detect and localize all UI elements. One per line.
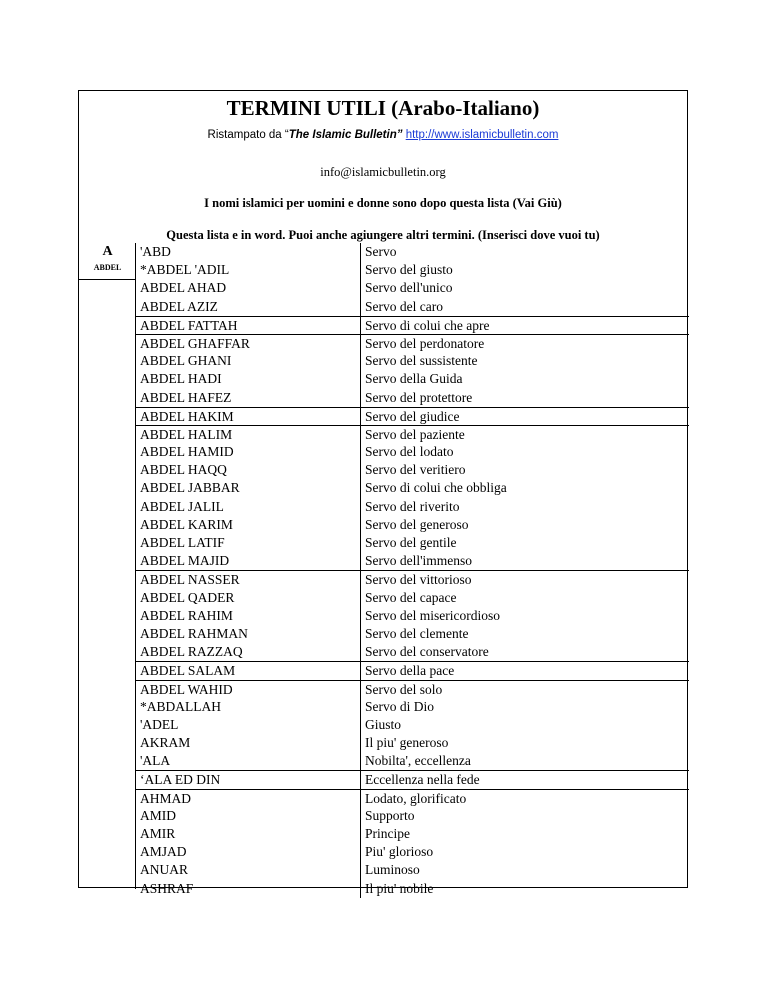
table-row xyxy=(136,298,689,316)
table-row xyxy=(136,461,689,479)
arabic-term: ABDEL RAZZAQ xyxy=(140,644,243,660)
table-row xyxy=(136,843,689,861)
italian-meaning: Servo xyxy=(360,243,689,261)
contact-email: info@islamicbulletin.org xyxy=(320,165,446,179)
arabic-term: ABDEL FATTAH xyxy=(140,317,238,333)
table-row xyxy=(136,607,689,625)
italian-meaning: Servo di Dio xyxy=(360,698,689,716)
italian-meaning: Nobilta', eccellenza xyxy=(360,752,689,770)
arabic-term: ABDEL KARIM xyxy=(140,516,233,532)
section-letter: A xyxy=(102,244,113,259)
table-row xyxy=(136,789,689,807)
arabic-term: ABDEL NASSER xyxy=(140,572,240,588)
table-row xyxy=(136,880,689,898)
arabic-term: ABDEL JABBAR xyxy=(140,480,240,496)
arabic-term: AMIR xyxy=(140,826,176,841)
table-row xyxy=(136,498,689,516)
italian-meaning: Servo del paziente xyxy=(360,426,689,443)
italian-meaning: Servo del generoso xyxy=(360,516,689,534)
bulletin-link[interactable]: http://www.islamicbulletin.com xyxy=(405,129,559,141)
table-row xyxy=(136,389,689,407)
table-row xyxy=(136,861,689,879)
word-note: Questa lista e in word. Puoi anche agiungere altri termini. (Inserisci dove vuoi tu) xyxy=(166,228,600,242)
italian-meaning: Servo del clemente xyxy=(360,625,689,643)
table-row xyxy=(136,825,689,843)
italian-meaning: Il piu' nobile xyxy=(360,880,689,898)
arabic-term: ABDEL JALIL xyxy=(140,498,224,514)
italian-meaning: Servo del veritiero xyxy=(360,461,689,479)
table-row xyxy=(136,516,689,534)
arabic-term: ABDEL HAKIM xyxy=(140,408,234,424)
italian-meaning: Principe xyxy=(360,825,689,843)
table-row xyxy=(136,261,689,279)
arabic-term: ASHRAF xyxy=(140,880,194,896)
italian-meaning: Servo dell'immenso xyxy=(360,552,689,570)
arabic-term: ABDEL SALAM xyxy=(140,663,236,679)
table-row xyxy=(136,716,689,734)
italian-meaning: Servo del protettore xyxy=(360,389,689,407)
arabic-term: ABDEL LATIF xyxy=(140,535,225,550)
bulletin-name: The Islamic Bulletin” xyxy=(288,129,403,141)
names-note: I nomi islamici per uomini e donne sono dopo questa lista (Vai Giù) xyxy=(204,196,562,210)
source-line xyxy=(79,129,687,141)
section-sub-label: ABDEL xyxy=(93,263,122,272)
arabic-term: ABDEL GHANI xyxy=(140,353,232,369)
italian-meaning: Servo del conservatore xyxy=(360,643,689,661)
arabic-term: ABDEL RAHMAN xyxy=(140,625,248,641)
table-row xyxy=(136,680,689,698)
table-row xyxy=(136,698,689,716)
terms-table xyxy=(136,243,689,898)
table-row xyxy=(136,661,689,679)
table-row xyxy=(136,479,689,497)
source-prefix: Ristampato da “ xyxy=(207,129,289,141)
arabic-term: ABDEL HAMID xyxy=(140,444,234,460)
italian-meaning: Servo del vittorioso xyxy=(360,571,689,588)
arabic-term: ABDEL HADI xyxy=(140,371,222,387)
table-row xyxy=(136,352,689,370)
arabic-term: ABDEL HAFEZ xyxy=(140,389,232,405)
table-row xyxy=(136,734,689,752)
italian-meaning: Servo della pace xyxy=(360,662,689,679)
table-row xyxy=(136,243,689,261)
page-title: TERMINI UTILI (Arabo-Italiano) xyxy=(226,96,540,120)
italian-meaning: Il piu' generoso xyxy=(360,734,689,752)
arabic-term: *ABDEL 'ADIL xyxy=(140,262,230,278)
table-row xyxy=(136,407,689,425)
arabic-term: ABDEL AHAD xyxy=(140,280,227,296)
table-row xyxy=(136,534,689,552)
italian-meaning: Supporto xyxy=(360,807,689,825)
table-row xyxy=(136,589,689,607)
document-page xyxy=(78,90,688,896)
table-row xyxy=(136,625,689,643)
italian-meaning: Giusto xyxy=(360,716,689,734)
italian-meaning: Servo di colui che obbliga xyxy=(360,479,689,497)
arabic-term: ABDEL QADER xyxy=(140,589,235,605)
arabic-term: ANUAR xyxy=(140,862,189,878)
arabic-term: AMID xyxy=(140,807,176,823)
arabic-term: 'ADEL xyxy=(140,716,179,732)
italian-meaning: Servo dell'unico xyxy=(360,279,689,297)
table-row xyxy=(136,334,689,352)
italian-meaning: Eccellenza nella fede xyxy=(360,771,689,788)
italian-meaning: Servo del misericordioso xyxy=(360,607,689,625)
italian-meaning: Servo del gentile xyxy=(360,534,689,552)
table-row xyxy=(136,770,689,788)
italian-meaning: Servo del capace xyxy=(360,589,689,607)
table-row xyxy=(136,570,689,588)
arabic-term: AMJAD xyxy=(140,844,187,860)
table-row xyxy=(136,752,689,770)
italian-meaning: Servo di colui che apre xyxy=(360,317,689,334)
table-row xyxy=(136,552,689,570)
arabic-term: ‘ALA ED DIN xyxy=(140,772,221,788)
italian-meaning: Servo del giusto xyxy=(360,261,689,279)
italian-meaning: Servo del sussistente xyxy=(360,352,689,370)
italian-meaning: Servo del riverito xyxy=(360,498,689,516)
arabic-term: ABDEL RAHIM xyxy=(140,607,233,623)
italian-meaning: Servo del perdonatore xyxy=(360,335,689,352)
arabic-term: ABDEL AZIZ xyxy=(140,298,218,314)
arabic-term: ABDEL MAJID xyxy=(140,553,230,569)
arabic-term: AKRAM xyxy=(140,735,191,751)
section-column xyxy=(79,243,136,889)
arabic-term: ABDEL WAHID xyxy=(140,681,233,697)
table-row xyxy=(136,643,689,661)
arabic-term: *ABDALLAH xyxy=(140,698,221,714)
arabic-term: ABDEL GHAFFAR xyxy=(140,335,250,351)
italian-meaning: Lodato, glorificato xyxy=(360,790,689,807)
arabic-term: ABDEL HALIM xyxy=(140,426,233,442)
italian-meaning: Servo del giudice xyxy=(360,408,689,425)
table-row xyxy=(136,807,689,825)
italian-meaning: Piu' glorioso xyxy=(360,843,689,861)
arabic-term: AHMAD xyxy=(140,790,192,806)
arabic-term: 'ALA xyxy=(140,753,171,769)
section-divider xyxy=(79,279,136,280)
italian-meaning: Servo della Guida xyxy=(360,370,689,388)
arabic-term: ABDEL HAQQ xyxy=(140,462,227,478)
table-row xyxy=(136,443,689,461)
table-row xyxy=(136,316,689,334)
italian-meaning: Servo del caro xyxy=(360,298,689,316)
arabic-term: 'ABD xyxy=(140,244,171,259)
table-row xyxy=(136,425,689,443)
italian-meaning: Luminoso xyxy=(360,861,689,879)
italian-meaning: Servo del lodato xyxy=(360,443,689,461)
table-row xyxy=(136,279,689,297)
table-row xyxy=(136,370,689,388)
italian-meaning: Servo del solo xyxy=(360,681,689,698)
